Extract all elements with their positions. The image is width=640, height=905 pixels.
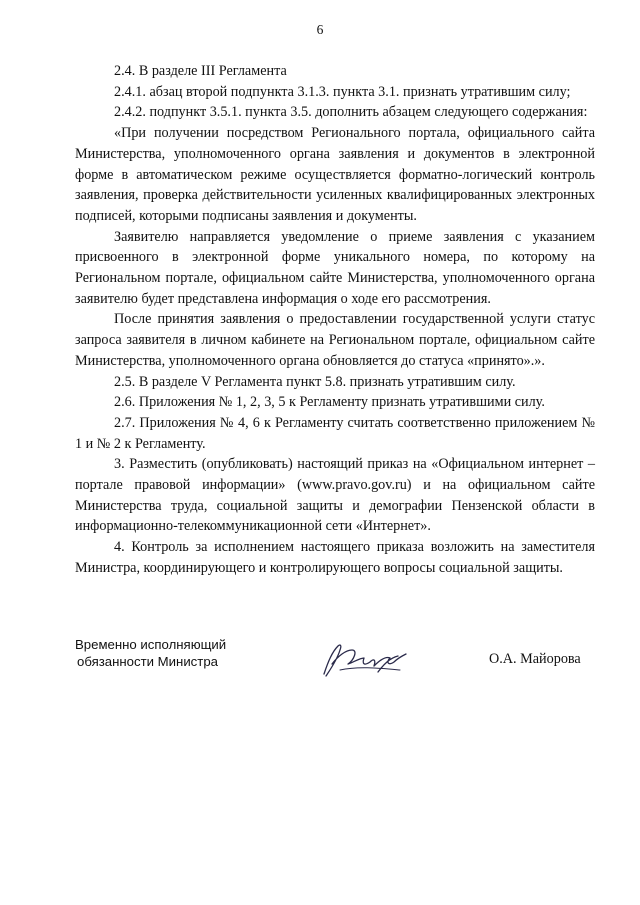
position-line-2: обязанности Министра	[77, 654, 218, 669]
position-line-1: Временно исполняющий	[75, 637, 227, 652]
page-number: 6	[316, 22, 324, 37]
handwritten-signature	[318, 636, 414, 682]
paragraph-2-4-1: 2.4.1. абзац второй подпункта 3.1.3. пункта 3.1. признать утратившим силу;	[114, 83, 571, 100]
paragraph-2-4: 2.4. В разделе III Регламента	[114, 63, 287, 79]
paragraph-3: 3. Разместить (опубликовать) настоящий приказ на «Официальном интернет – портале правовой информации» (www.pravo.gov.ru) и на официальном сайте Министерства труда, социальной защиты и демографии Пензенской области в информационно-телекоммуникационной сети «Интернет».	[75, 456, 595, 535]
paragraph-2-6: 2.6. Приложения № 1, 2, 3, 5 к Регламенту признать утратившими силу.	[114, 394, 545, 411]
signatory-position	[75, 636, 226, 670]
paragraph-2-4-2: 2.4.2. подпункт 3.5.1. пункта 3.5. дополнить абзацем следующего содержания:	[114, 104, 588, 121]
signatory-name: О.А. Майорова	[489, 651, 581, 667]
paragraph-status: После принятия заявления о предоставлении государственной услуги статус запроса заявителя в личном кабинете на Региональном портале, официальном сайте Министерства, уполномоченного органа обновляется до статуса «принято».».	[75, 311, 595, 369]
paragraph-2-7: 2.7. Приложения № 4, 6 к Регламенту считать соответственно приложением № 1 и № 2 к Регламенту.	[75, 414, 595, 452]
paragraph-4: 4. Контроль за исполнением настоящего приказа возложить на заместителя Министра, координирующего и контролирующего вопросы социальной защиты.	[75, 539, 595, 576]
paragraph-notification: Заявителю направляется уведомление о приеме заявления с указанием присвоенного в электронной форме уникального номера, по которому на Региональном портале, официальном сайте Министерства, уполномоченного органа заявителю будет представлена информация о ходе его рассмотрения.	[75, 228, 595, 307]
paragraph-2-5: 2.5. В разделе V Регламента пункт 5.8. признать утратившим силу.	[114, 373, 516, 390]
paragraph-quote-portal: «При получении посредством Регионального портала, официального сайта Министерства, уполномоченного органа заявления и документов в электронной форме в автоматическом режиме осуществляется форматно-логический контроль заявления, проверка действительности усиленных квалифицированных электронных подписей, которыми подписаны заявления и документы.	[75, 125, 595, 224]
document-body	[75, 61, 595, 579]
